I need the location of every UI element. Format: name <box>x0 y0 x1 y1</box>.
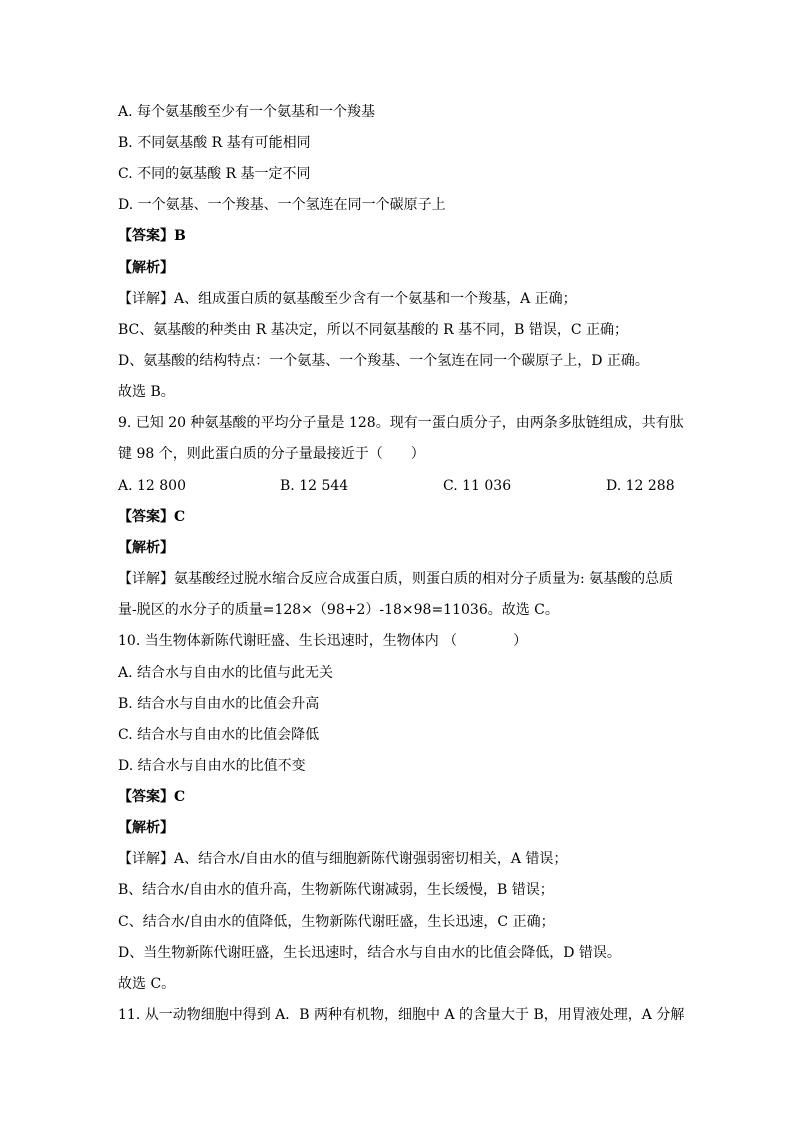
q11-stem: 11. 从一动物细胞中得到 A．B 两种有机物，细胞中 A 的含量大于 B，用胃液处理，A 分解 <box>118 1007 685 1023</box>
q9-option-b: B. 12 544 <box>280 478 349 494</box>
q10-conclusion: 故选 C。 <box>118 976 176 992</box>
q10-detail-line: 【详解】A、结合水/自由水的值与细胞新陈代谢强弱密切相关，A 错误； <box>118 851 568 867</box>
q10-option-a: A. 结合水与自由水的比值与此无关 <box>118 665 334 681</box>
q9-stem-line: 9. 已知 20 种氨基酸的平均分子量是 128。现有一蛋白质分子，由两条多肽链组成，共有肽 <box>118 415 684 431</box>
q10-detail-line: B、结合水/自由水的值升高，生物新陈代谢减弱，生长缓慢，B 错误； <box>118 882 554 898</box>
q9-option-c: C. 11 036 <box>443 478 512 494</box>
q10-stem: 10. 当生物体新陈代谢旺盛、生长迅速时，生物体内 （ ） <box>118 633 528 649</box>
q10-answer: 【答案】C <box>118 789 186 805</box>
q9-answer: 【答案】C <box>118 509 186 525</box>
q8-option-c: C. 不同的氨基酸 R 基一定不同 <box>118 166 311 182</box>
q9-stem-line: 键 98 个，则此蛋白质的分子量最接近于（ ） <box>118 446 425 462</box>
q10-detail-line: D、当生物新陈代谢旺盛，生长迅速时，结合水与自由水的比值会降低，D 错误。 <box>118 945 621 961</box>
q9-option-a: A. 12 800 <box>118 478 186 494</box>
q8-detail-line: BC、氨基酸的种类由 R 基决定，所以不同氨基酸的 R 基不同，B 错误，C 正确； <box>118 322 629 338</box>
q10-detail-line: C、结合水/自由水的值降低，生物新陈代谢旺盛，生长迅速，C 正确； <box>118 914 555 930</box>
q10-option-b: B. 结合水与自由水的比值会升高 <box>118 696 320 712</box>
q9-options-row <box>0 476 794 496</box>
q9-option-d: D. 12 288 <box>606 478 675 494</box>
q9-analysis-title: 【解析】 <box>118 540 174 556</box>
q10-analysis-title: 【解析】 <box>118 820 174 836</box>
q8-answer: 【答案】B <box>118 228 186 244</box>
q8-detail-line: D、氨基酸的结构特点：一个氨基、一个羧基、一个氢连在同一个碳原子上，D 正确。 <box>118 353 649 369</box>
q9-detail-line: 【详解】氨基酸经过脱水缩合反应合成蛋白质，则蛋白质的相对分子质量为: 氨基酸的总质 <box>118 571 674 587</box>
q8-option-b: B. 不同氨基酸 R 基有可能相同 <box>118 135 311 151</box>
q8-conclusion: 故选 B。 <box>118 384 175 400</box>
q10-option-c: C. 结合水与自由水的比值会降低 <box>118 727 320 743</box>
q9-detail-line: 量-脱区的水分子的质量=128×（98+2）-18×98=11036。故选 C。 <box>118 602 559 618</box>
q8-analysis-title: 【解析】 <box>118 260 174 276</box>
q8-detail-line: 【详解】A、组成蛋白质的氨基酸至少含有一个氨基和一个羧基，A 正确； <box>118 291 577 307</box>
q8-option-a: A. 每个氨基酸至少有一个氨基和一个羧基 <box>118 104 376 120</box>
q8-option-d: D. 一个氨基、一个羧基、一个氢连在同一个碳原子上 <box>118 197 446 213</box>
q10-option-d: D. 结合水与自由水的比值不变 <box>118 758 306 774</box>
